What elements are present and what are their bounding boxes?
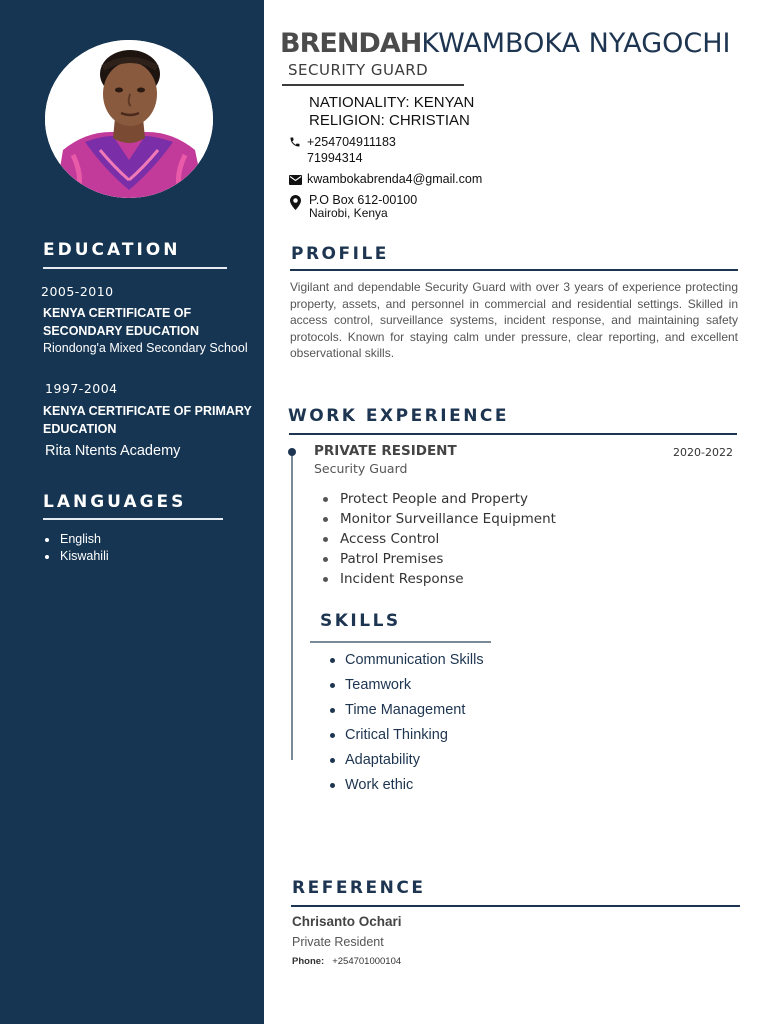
reference-phone-number[interactable]: +254701000104 (332, 956, 402, 967)
education-degree: KENYA CERTIFICATE OF SECONDARY EDUCATION (43, 306, 200, 338)
duty-item: Patrol Premises (321, 549, 556, 569)
address-line: P.O Box 612-00100 (309, 193, 418, 207)
reference-heading: REFERENCE (292, 878, 426, 898)
email-link[interactable]: kwambokabrenda4@gmail.com (307, 172, 483, 186)
skill-item: Work ethic (329, 775, 484, 800)
job-dates: 2020-2022 (673, 446, 733, 459)
work-experience-divider (289, 433, 737, 435)
languages-divider (43, 518, 223, 520)
skill-item: Teamwork (329, 675, 484, 700)
profile-summary: Vigilant and dependable Security Guard with over 3 years of experience protecting property, assets, and personnel in commercial and residential settings. Skilled in access control, surveillance systems, incident response, and maintaining safety protocols. Known for staying calm under pressure, clear reporting, and excellent observational skills. (290, 280, 738, 361)
skills-divider (310, 641, 491, 643)
skill-item: Communication Skills (329, 650, 484, 675)
duty-item: Access Control (321, 529, 556, 549)
full-name (280, 28, 731, 59)
job-title: SECURITY GUARD (288, 61, 429, 79)
reference-divider (291, 905, 740, 907)
skills-heading: SKILLS (320, 611, 401, 631)
nationality: NATIONALITY: KENYAN (309, 94, 475, 111)
work-experience-heading: WORK EXPERIENCE (288, 406, 510, 426)
timeline-dot (288, 448, 296, 456)
sidebar (0, 0, 264, 1024)
job-role: Security Guard (314, 461, 408, 476)
duty-item: Incident Response (321, 569, 556, 589)
skill-item: Time Management (329, 700, 484, 725)
duties-list (321, 489, 556, 589)
reference-phone (292, 956, 401, 967)
skill-item: Critical Thinking (329, 725, 484, 750)
last-name: KWAMBOKA NYAGOCHI (421, 28, 731, 59)
envelope-icon (289, 175, 302, 185)
profile-divider (290, 269, 738, 271)
phone-number[interactable]: +254704911183 (307, 135, 396, 149)
education-years: 1997-2004 (45, 381, 118, 396)
job-company: PRIVATE RESIDENT (314, 443, 457, 459)
duty-item: Protect People and Property (321, 489, 556, 509)
title-divider (282, 84, 464, 86)
language-item: Kiswahili (44, 548, 109, 565)
religion: RELIGION: CHRISTIAN (309, 112, 470, 129)
education-years: 2005-2010 (41, 284, 114, 299)
education-degree: KENYA CERTIFICATE OF PRIMARY EDUCATION (43, 404, 252, 436)
skills-list (329, 650, 484, 800)
profile-photo (45, 40, 213, 198)
duty-item: Monitor Surveillance Equipment (321, 509, 556, 529)
languages-heading: LANGUAGES (43, 492, 187, 512)
profile-heading: PROFILE (291, 244, 389, 264)
location-pin-icon (290, 195, 301, 210)
reference-company: Private Resident (292, 935, 384, 949)
reference-name: Chrisanto Ochari (292, 914, 402, 929)
skill-item: Adaptability (329, 750, 484, 775)
address-city: Nairobi, Kenya (309, 206, 388, 220)
phone-icon (289, 136, 301, 148)
education-school: Rita Ntents Academy (45, 443, 181, 459)
timeline-line (291, 452, 293, 760)
reference-phone-label: Phone: (292, 956, 325, 967)
education-school: Riondong'a Mixed Secondary School (43, 341, 248, 355)
languages-list (44, 531, 109, 565)
education-divider (43, 267, 227, 269)
phone-number-secondary[interactable]: 71994314 (307, 151, 363, 165)
first-name: BRENDAH (280, 28, 422, 59)
language-item: English (44, 531, 109, 548)
education-heading: EDUCATION (43, 240, 181, 260)
